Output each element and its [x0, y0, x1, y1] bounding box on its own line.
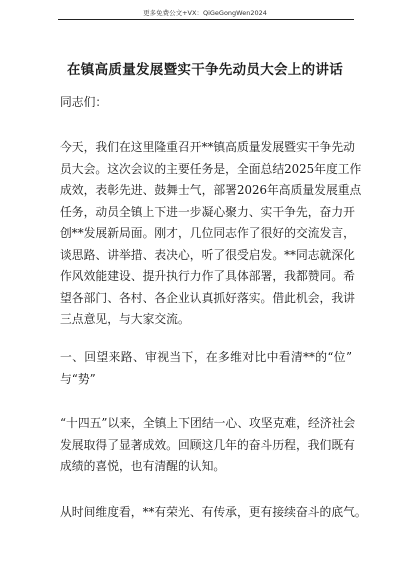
paragraph-intro: [60, 137, 362, 331]
text-line: 任务，动员全镇上下进一步凝心聚力、实干争先，奋力开: [60, 204, 355, 219]
text-line: 今天，我们在这里隆重召开**镇高质量发展暨实干争先动: [60, 140, 355, 154]
text-line: 成绩的喜悦，也有清醒的认知。: [60, 459, 226, 473]
text-line: 从时间维度看，**有荣光、有传承，更有接续奋斗的底气。: [60, 505, 367, 519]
document-title: 在镇高质量发展暨实干争先动员大会上的讲话: [67, 62, 343, 78]
text-line: 发展取得了显著成效。回顾这几年的奋斗历程，我们既有: [60, 437, 355, 452]
text-line: 创**发展新局面。刚才，几位同志作了很好的交流发言，: [60, 226, 355, 240]
salutation: 同志们：: [60, 95, 108, 109]
text-line: 望各部门、各村、各企业认真抓好落实。借此机会，我讲: [60, 290, 355, 305]
text-line: 成效，表彰先进、鼓舞士气，部署2026年高质量发展重点: [60, 183, 362, 197]
header-divider: [58, 19, 354, 20]
text-line: “十四五”以来，全镇上下团结一心、攻坚克难，经济社会: [60, 416, 356, 430]
text-line: 作风效能建设、提升执行力作了具体部署，我都赞同。希: [60, 269, 355, 283]
paragraph-review: [60, 413, 356, 478]
section-heading-1: [60, 347, 352, 390]
text-line: 员大会。这次会议的主要任务是，全面总结2025年度工作: [60, 161, 362, 176]
text-line: 谈思路、讲举措、表决心，听了很受启发。**同志就深化: [60, 247, 355, 262]
page-header: 更多免费公文+VX：QiGeGongWen2024: [143, 9, 267, 17]
text-line: 三点意见，与大家交流。: [60, 312, 190, 326]
paragraph-time-dimension: [60, 502, 367, 524]
text-line: 一、回望来路、审视当下，在多维对比中看清**的“位”: [60, 350, 352, 364]
text-line: 与“势”: [60, 371, 96, 386]
